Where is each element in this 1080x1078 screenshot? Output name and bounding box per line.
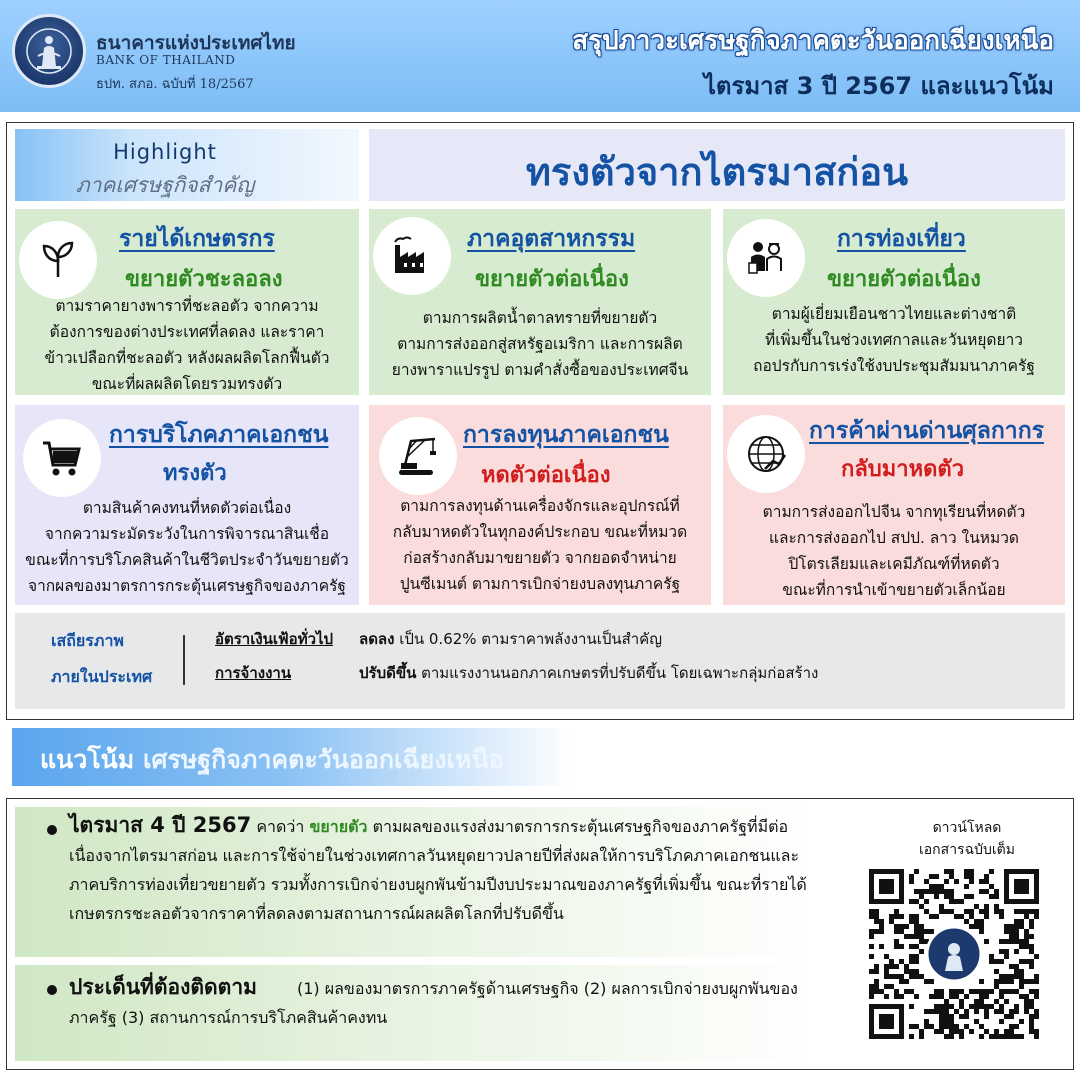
bank-name-th: ธนาคารแห่งประเทศไทย	[96, 32, 296, 54]
bullet-icon	[47, 825, 57, 835]
card-body	[729, 301, 1059, 379]
highlight-label-th: ภาคเศรษฐกิจสำคัญ	[75, 173, 255, 197]
card-line: จากความระมัดระวังในการพิจารณาสินเชื่อ	[44, 525, 330, 543]
outlook-title	[40, 740, 504, 780]
card-line: ตามการลงทุนด้านเครื่องจักรและอุปกรณ์ที่	[400, 497, 680, 515]
page-subtitle: ไตรมาส 3 ปี 2567 และแนวโน้ม	[703, 72, 1054, 100]
card-line: ตามผู้เยี่ยมเยือนชาวไทยและต่างชาติ	[771, 305, 1017, 323]
globe-trade-icon	[729, 417, 803, 491]
card-status: ขยายตัวต่อเนื่อง	[827, 267, 981, 292]
outlook-heading	[12, 728, 572, 786]
card-border-trade	[723, 405, 1065, 605]
card-status: หดตัวต่อเนื่อง	[481, 463, 611, 488]
outlook-watch-head: ประเด็นที่ต้องติดตาม	[69, 975, 257, 999]
outlook-section	[6, 798, 1074, 1070]
card-body	[375, 305, 705, 383]
card-title: การค้าผ่านด่านศุลกากร	[809, 418, 1044, 444]
inflation-value	[359, 627, 662, 651]
card-line: ขณะที่การบริโภคสินค้าในชีวิตประจำวันขยายตัว	[25, 551, 349, 569]
card-private-consumption	[15, 405, 359, 605]
card-line: ขณะที่การนำเข้าขยายตัวเล็กน้อย	[782, 581, 1006, 599]
card-status: ขยายตัวชะลอลง	[125, 267, 283, 292]
card-title: การท่องเที่ยว	[837, 226, 966, 252]
card-tourism	[723, 209, 1065, 395]
summary-banner	[369, 129, 1065, 201]
factory-icon	[375, 219, 449, 293]
qr-code-icon[interactable]	[869, 869, 1039, 1039]
shopping-cart-icon	[25, 421, 99, 495]
outlook-q4-detail: ตามผลของแรงส่งมาตรการกระตุ้นเศรษฐกิจของภาครัฐที่มีต่อเนื่องจากไตรมาสก่อน และการใช้จ่ายในช่วงเทศกาลวันหยุดยาวปลายปีที่ส่งผลให้การบริโภคภาคเอกชนและภาคบริการท่องเที่ยวขยายตัว รวมทั้งการเบิกจ่ายงบผูกพันข้ามปีงบประมาณของภาครัฐที่เพิ่มขึ้น ขณะที่รายได้เกษตรกรชะลอตัวจากราคาที่ลดลงตามสถานการณ์ผลผลิตโลกที่ปรับดีขึ้น	[69, 817, 807, 923]
card-line: ตามการส่งออกสู่สหรัฐอเมริกา และการผลิต	[397, 335, 683, 353]
crane-icon	[381, 419, 455, 493]
employment-label: การจ้างงาน	[215, 664, 292, 682]
outlook-watch-block	[15, 965, 815, 1061]
inflation-direction: ลดลง	[359, 630, 395, 648]
card-line: ที่เพิ่มขึ้นในช่วงเทศกาลและวันหยุดยาว	[764, 331, 1023, 349]
card-body	[375, 493, 705, 597]
highlight-section	[6, 122, 1074, 720]
card-line: ต้องการของต่างประเทศที่ลดลง และราคา	[49, 323, 325, 341]
employment-detail: ตามแรงงานนอกภาคเกษตรที่ปรับดีขึ้น โดยเฉพาะกลุ่มก่อสร้าง	[416, 664, 819, 682]
card-status: ทรงตัว	[163, 461, 227, 486]
summary-banner-text: ทรงตัวจากไตรมาสก่อน	[525, 150, 909, 194]
card-title: การลงทุนภาคเอกชน	[463, 422, 669, 448]
bullet-icon	[47, 985, 57, 995]
plant-sprout-icon	[21, 223, 95, 297]
download-label-line2: เอกสารฉบับเต็ม	[918, 842, 1015, 858]
bank-name-en: BANK OF THAILAND	[96, 53, 236, 67]
outlook-q4-pre: คาดว่า	[251, 817, 310, 836]
card-line: และการส่งออกไป สปป. ลาว ในหมวด	[768, 529, 1019, 547]
header	[0, 0, 1080, 112]
card-line: ตามการผลิตน้ำตาลทรายที่ขยายตัว	[422, 309, 658, 327]
highlight-label-box	[15, 129, 359, 201]
outlook-title-main: แนวโน้ม	[40, 745, 135, 774]
card-status: ขยายตัวต่อเนื่อง	[475, 267, 629, 292]
outlook-watch-text	[69, 973, 809, 1032]
outlook-q4-status: ขยายตัว	[309, 817, 368, 836]
card-line: ข้าวเปลือกที่ชะลอตัว หลังผลผลิตโลกฟื้นตัว	[44, 349, 330, 367]
inflation-label: อัตราเงินเฟ้อทั่วไป	[215, 630, 334, 648]
outlook-title-region: เศรษฐกิจภาคตะวันออกเฉียงเหนือ	[134, 745, 504, 774]
card-body	[21, 495, 353, 599]
card-line: ตามการส่งออกไปจีน จากทุเรียนที่หดตัว	[762, 503, 1026, 521]
download-label-line1: ดาวน์โหลด	[932, 820, 1002, 836]
card-body	[21, 293, 353, 397]
card-farm-income	[15, 209, 359, 395]
card-line: ตามสินค้าคงทนที่หดตัวต่อเนื่อง	[82, 499, 292, 517]
stability-label-line1: เสถียรภาพ	[51, 631, 124, 650]
card-industry	[369, 209, 711, 395]
outlook-q4-text	[69, 811, 809, 928]
card-line: กลับมาหดตัวในทุกองค์ประกอบ ขณะที่หมวด	[392, 523, 688, 541]
divider	[183, 635, 185, 685]
outlook-q4-block	[15, 807, 815, 957]
card-line: ตามราคายางพาราที่ชะลอตัว จากความ	[55, 297, 319, 315]
stability-label-line2: ภายในประเทศ	[51, 667, 153, 686]
employment-direction: ปรับดีขึ้น	[359, 664, 417, 682]
card-line: ยางพาราแปรรูป ตามคำสั่งซื้อของประเทศจีน	[391, 361, 689, 379]
tourists-icon	[729, 221, 803, 295]
document-number: ธปท. สภอ. ฉบับที่ 18/2567	[96, 77, 254, 92]
card-body	[729, 499, 1059, 603]
card-line: ปูนซีเมนต์ ตามการเบิกจ่ายงบลงทุนภาครัฐ	[399, 575, 681, 593]
card-line: จากผลของมาตรการกระตุ้นเศรษฐกิจของภาครัฐ	[28, 577, 346, 595]
employment-value	[359, 661, 818, 685]
card-title: ภาคอุตสาหกรรม	[467, 226, 636, 252]
page-title: สรุปภาวะเศรษฐกิจภาคตะวันออกเฉียงเหนือ	[572, 26, 1054, 56]
inflation-detail: เป็น 0.62% ตามราคาพลังงานเป็นสำคัญ	[394, 630, 662, 648]
highlight-label-en: Highlight	[113, 140, 217, 164]
card-line: ก่อสร้างกลับมาขยายตัว จากยอดจำหน่าย	[403, 549, 677, 567]
card-status: กลับมาหดตัว	[841, 457, 965, 482]
card-title: การบริโภคภาคเอกชน	[109, 422, 329, 448]
card-line: ปิโตรเลียมและเคมีภัณฑ์ที่หดตัว	[788, 555, 1000, 573]
outlook-watch-detail: (1) ผลของมาตรการภาครัฐด้านเศรษฐกิจ (2) ผลการเบิกจ่ายงบผูกพันของภาครัฐ (3) สถานการณ์การบริโภคสินค้าคงทน	[69, 979, 798, 1027]
stability-strip	[15, 613, 1065, 709]
card-private-investment	[369, 405, 711, 605]
card-line: ขณะที่ผลผลิตโดยรวมทรงตัว	[91, 375, 283, 393]
bot-logo-icon	[12, 14, 86, 88]
outlook-q4-head: ไตรมาส 4 ปี 2567	[69, 813, 252, 837]
card-title: รายได้เกษตรกร	[119, 226, 275, 252]
card-line: ถอปรกับการเร่งใช้งบประชุมสัมมนาภาครัฐ	[753, 357, 1035, 375]
